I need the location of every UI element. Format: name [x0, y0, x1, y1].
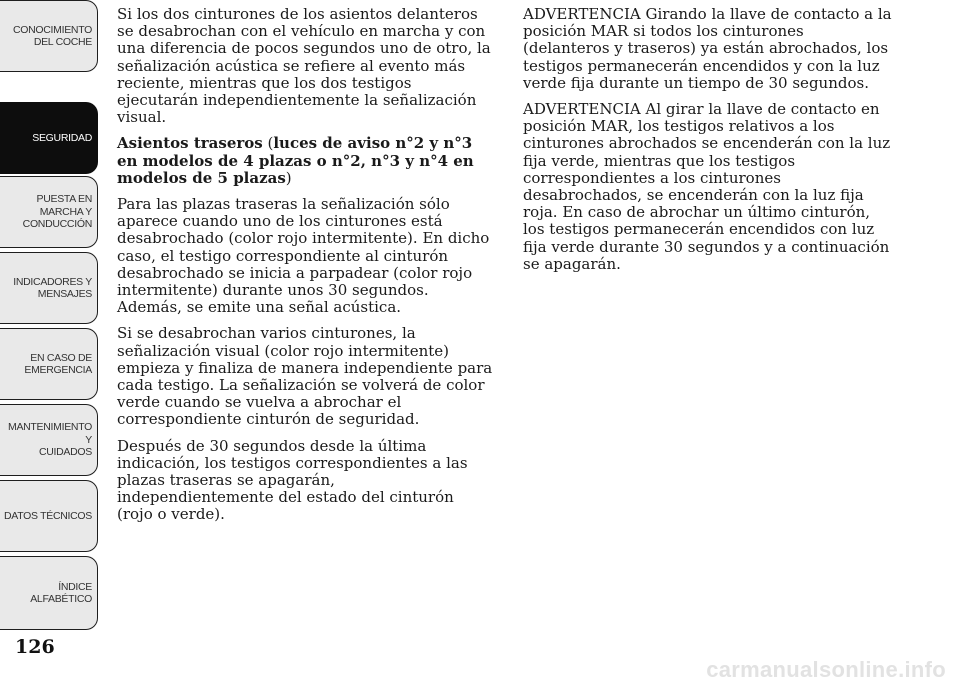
watermark: carmanualsonline.info — [706, 657, 946, 682]
chapter-sidebar — [0, 0, 100, 640]
tab-seguridad[interactable] — [0, 102, 98, 174]
paragraph: Después de 30 segundos desde la última indicación, los testigos correspondientes a las plazas traseras se apagarán, independientemente del estado del cinturón (rojo o verde). — [117, 436, 468, 524]
tab-label: PUESTA EN MARCHA Y CONDUCCIÓN — [22, 193, 92, 231]
tab-indicadores-y-mensajes[interactable] — [0, 252, 98, 324]
tab-conocimiento-del-coche[interactable] — [0, 0, 98, 72]
page-number: 126 — [15, 636, 55, 658]
tab-label: SEGURIDAD — [32, 131, 92, 144]
warning-paragraph: ADVERTENCIA Al girar la llave de contacto en posición MAR, los testigos relativos a los cinturones abrochados se encenderán con la luz fija verde, mientras que los testigos correspondientes a los cinturones desabrochados, se encenderán con la luz fija roja. En caso de abrochar un último cinturón, los testigos permanecerán encendidos con luz fija verde durante 30 segundos y a continuación se apagarán. — [523, 100, 891, 273]
heading-paren-close: ) — [285, 168, 292, 187]
tab-label: CONOCIMIENTO DEL COCHE — [12, 23, 92, 48]
tab-puesta-en-marcha[interactable] — [0, 176, 98, 248]
heading-detail: luces de aviso n°2 y n°3 en modelos de 4 plazas o n°2, n°3 y n°4 en modelos de 5 plazas — [117, 134, 474, 187]
section-heading — [117, 135, 494, 187]
paragraph: Si los dos cinturones de los asientos delanteros se desabrochan con el vehículo en marcha y con una diferencia de pocos segundos uno de otro, la señalización acústica se refiere al evento más reciente, mientras que los dos testigos ejecutarán independientemente la señalización visual. — [117, 5, 491, 127]
left-column — [117, 6, 494, 533]
tab-label: EN CASO DE EMERGENCIA — [24, 351, 92, 376]
tab-en-caso-de-emergencia[interactable] — [0, 328, 98, 400]
tab-label: INDICADORES Y MENSAJES — [13, 275, 92, 300]
tab-label: DATOS TÉCNICOS — [4, 509, 92, 522]
paragraph: Para las plazas traseras la señalización sólo aparece cuando uno de los cinturones está desabrochado (color rojo intermitente). En dicho caso, el testigo correspondiente al cinturón desabrochado se inicia a parpadear (color rojo intermitente) durante unos 30 segundos. Además, se emite una señal acústica. — [117, 195, 490, 317]
tab-indice-alfabetico[interactable] — [0, 556, 98, 630]
right-column — [523, 6, 895, 282]
heading-title: Asientos traseros — [117, 134, 263, 153]
tab-label: MANTENIMIENTO Y CUIDADOS — [8, 421, 92, 459]
tab-mantenimiento-y-cuidados[interactable] — [0, 404, 98, 476]
paragraph: Si se desabrochan varios cinturones, la señalización visual (color rojo intermitente) empieza y finaliza de manera independiente para cada testigo. La señalización se volverá de color verde cuando se vuelva a abrochar el correspondiente cinturón de seguridad. — [117, 324, 493, 429]
warning-paragraph: ADVERTENCIA Girando la llave de contacto a la posición MAR si todos los cinturones (delanteros y traseros) ya están abrochados, los testigos permanecerán encendidos y con la luz verde fija durante un tiempo de 30 segundos. — [523, 5, 892, 92]
tab-label: ÍNDICE ALFABÉTICO — [30, 580, 92, 605]
tab-datos-tecnicos[interactable] — [0, 480, 98, 552]
heading-paren-open: ( — [262, 134, 274, 153]
